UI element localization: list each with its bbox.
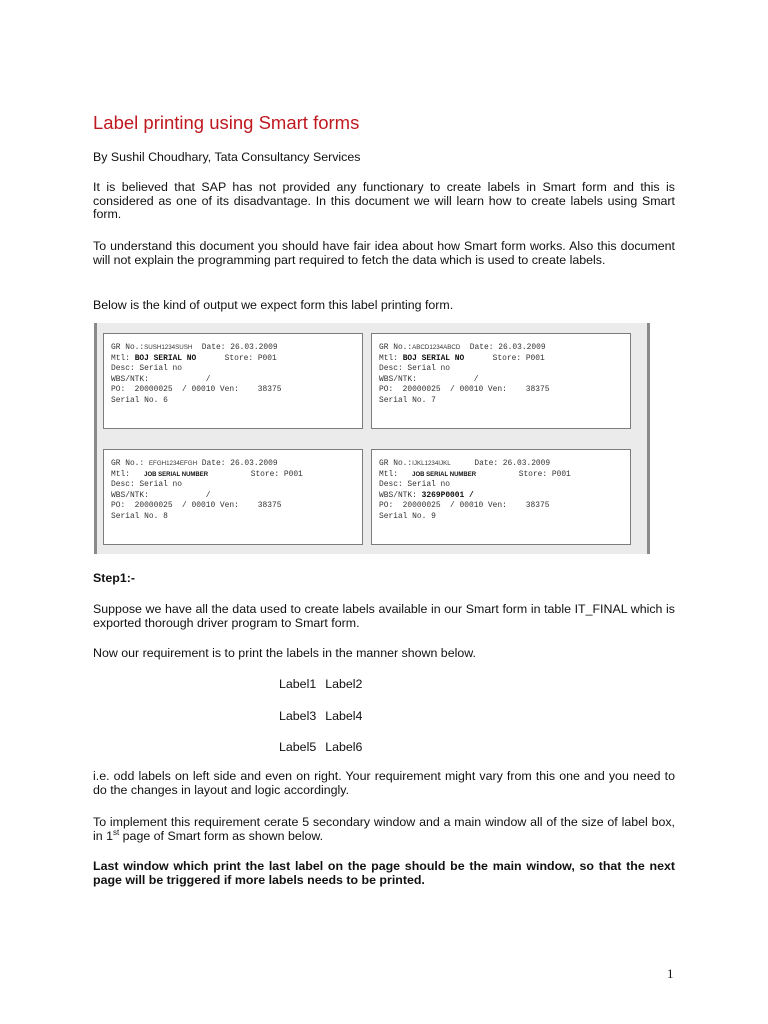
sample-label-box xyxy=(371,333,631,429)
label-serial-line: Serial No. 6 xyxy=(111,395,168,405)
label-gr-line: GR No.:ABCD1234ABCD Date: 26.03.2009 xyxy=(379,343,546,352)
label-grid-cell: Label1 xyxy=(279,677,317,691)
main-window-note: Last window which print the last label on the page should be the main window, so that the next page will be triggered if more labels needs to be printed. xyxy=(93,859,675,887)
label-desc-line: Desc: Serial no xyxy=(111,364,183,374)
label-gr-line: GR No.:SUSH1234SUSH Date: 26.03.2009 xyxy=(111,343,278,352)
data-source-paragraph: Suppose we have all the data used to create labels available in our Smart form in table IT_FINAL which is exported thorough driver program to Smart form. xyxy=(93,602,675,630)
label-po-line: PO: 20000025 / 00010 Ven: 38375 xyxy=(111,501,282,511)
label-grid-cell: Label3 xyxy=(279,709,317,723)
label-serial-line: Serial No. 7 xyxy=(379,395,436,405)
expected-output-paragraph: Below is the kind of output we expect form this label printing form. xyxy=(93,298,454,312)
label-desc-line: Desc: Serial no xyxy=(111,480,183,490)
label-mtl-line: Mtl: JOB SERIAL NUMBER Store: P001 xyxy=(379,469,571,479)
label-gr-line: GR No.:IJKL1234IJKL Date: 26.03.2009 xyxy=(379,459,551,468)
intro-paragraph: It is believed that SAP has not provided any functionary to create labels in Smart form and this is considered as one of its disadvantage. In this document we will learn how to create labels using Smart form. xyxy=(93,180,675,221)
label-grid-cell: Label6 xyxy=(325,740,363,754)
label-po-line: PO: 20000025 / 00010 Ven: 38375 xyxy=(379,385,550,395)
sample-label-output-image xyxy=(94,323,650,554)
label-grid-cell: Label4 xyxy=(325,709,363,723)
label-grid-row xyxy=(279,677,362,691)
author-byline: By Sushil Choudhary, Tata Consultancy Services xyxy=(93,150,361,164)
label-wbs-line: WBS/NTK: / xyxy=(111,374,211,384)
label-wbs-line: WBS/NTK: / xyxy=(111,490,211,500)
prerequisite-paragraph: To understand this document you should have fair idea about how Smart form works. Also this document will not explain the programming part required to fetch the data which is used to create labels. xyxy=(93,239,675,267)
label-grid-row xyxy=(279,740,362,754)
label-grid-cell: Label5 xyxy=(279,740,317,754)
page-number: 1 xyxy=(667,966,674,981)
sample-label-box xyxy=(371,449,631,545)
ordering-paragraph: i.e. odd labels on left side and even on right. Your requirement might vary from this one and you need to do the changes in layout and logic accordingly. xyxy=(93,769,675,797)
step-heading: Step1:- xyxy=(93,571,135,585)
label-mtl-line: Mtl: BOJ SERIAL NO Store: P001 xyxy=(379,353,545,363)
label-mtl-line: Mtl: JOB SERIAL NUMBER Store: P001 xyxy=(111,469,303,479)
label-po-line: PO: 20000025 / 00010 Ven: 38375 xyxy=(379,501,550,511)
label-desc-line: Desc: Serial no xyxy=(379,364,451,374)
label-gr-line: GR No.: EFGH1234EFGH Date: 26.03.2009 xyxy=(111,459,278,468)
requirement-paragraph: Now our requirement is to print the labels in the manner shown below. xyxy=(93,646,476,660)
label-wbs-line: WBS/NTK: / xyxy=(379,374,479,384)
label-grid-cell: Label2 xyxy=(325,677,363,691)
label-mtl-line: Mtl: BOJ SERIAL NO Store: P001 xyxy=(111,353,277,363)
sample-label-box xyxy=(103,333,363,429)
label-serial-line: Serial No. 8 xyxy=(111,511,168,521)
label-wbs-line: WBS/NTK: 3269P0001 / xyxy=(379,490,474,500)
label-po-line: PO: 20000025 / 00010 Ven: 38375 xyxy=(111,385,282,395)
label-grid-row xyxy=(279,709,362,723)
sample-label-box xyxy=(103,449,363,545)
implementation-paragraph: To implement this requirement cerate 5 secondary window and a main window all of the size of label box, in 1st page of Smart form as shown below. xyxy=(93,815,675,843)
label-serial-line: Serial No. 9 xyxy=(379,511,436,521)
label-desc-line: Desc: Serial no xyxy=(379,480,451,490)
document-title: Label printing using Smart forms xyxy=(93,112,360,133)
